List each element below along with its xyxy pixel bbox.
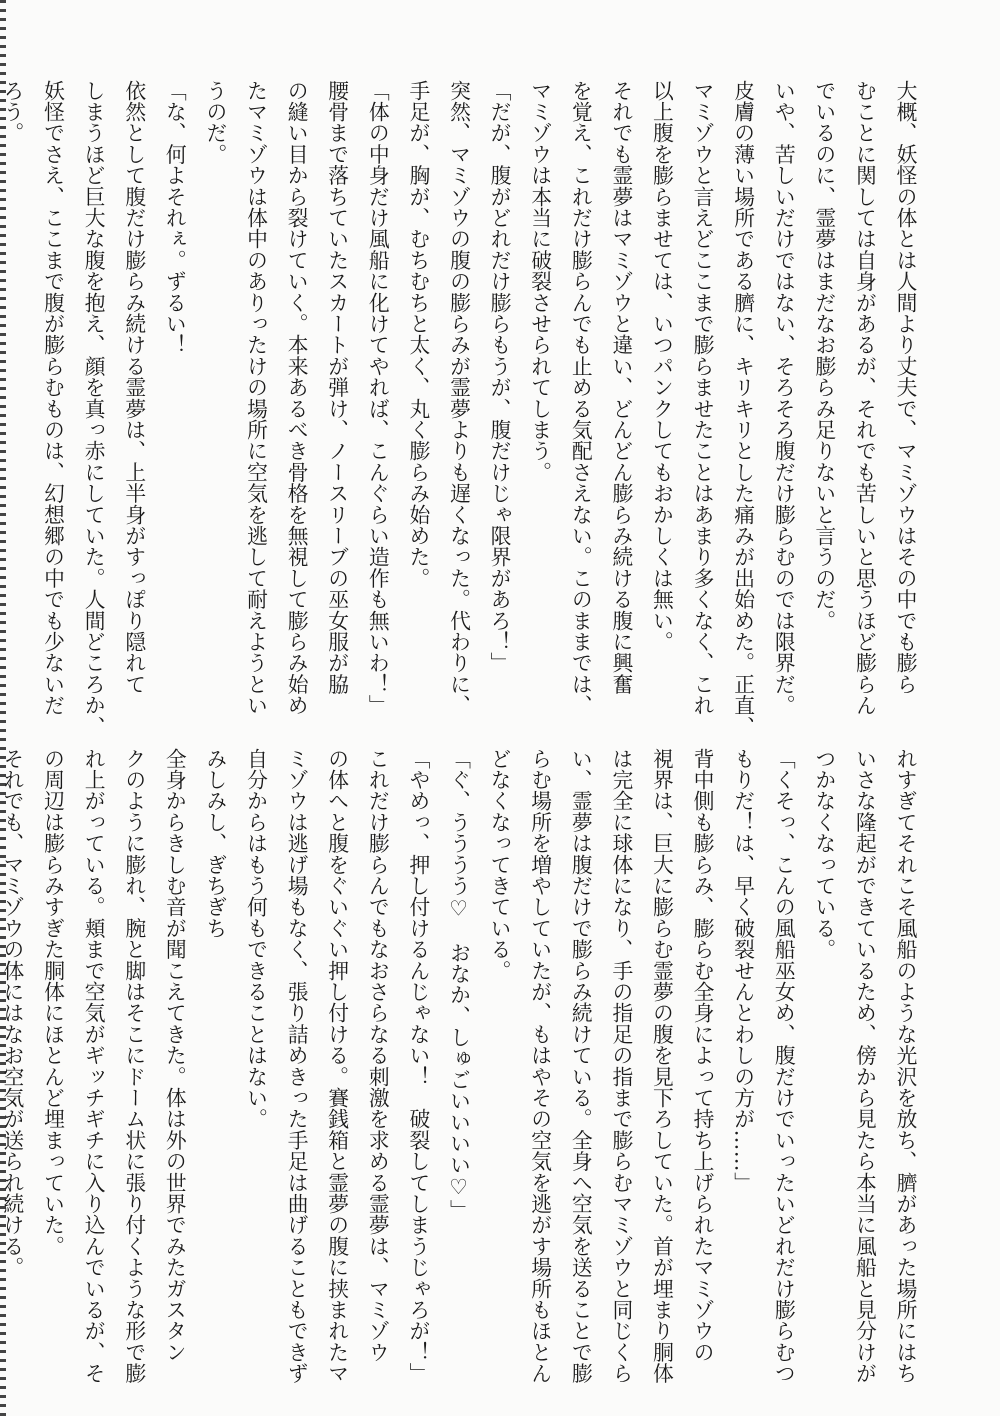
text-line: マミゾウは本当に破裂させられてしまう。 [527, 80, 552, 483]
text-line: これだけ膨らんでもなおさらなる刺激を求める霊夢は、マミゾウ [365, 748, 390, 1363]
text-line: の体へと腹をぐいぐい押し付ける。賽銭箱と霊夢の腹に挟まれたマ [324, 748, 349, 1384]
text-line: 「ぐ、うううう♡ おなか、しゅごいいいい♡」 [446, 748, 471, 1221]
text-line: ミゾウは逃げ場もなく、張り詰めきった手足は曲げることもできず [284, 748, 309, 1384]
text-line: れ上がっている。頬まで空気がギッチギチに入り込んでいるが、そ [81, 748, 106, 1384]
text-line: ろう。 [0, 80, 24, 144]
text-line: れすぎてそれこそ風船のような光沢を放ち、臍があった場所にはち [893, 748, 917, 1384]
text-line: 「な、何よそれぇ。ずるい！ [162, 80, 187, 356]
text-line: うのだ。 [202, 80, 227, 165]
text-line: らむ場所を増やしていたが、もはやその空気を逃がす場所もほとん [527, 748, 552, 1384]
text-line: それでも、マミゾウの体にはなお空気が送られ続ける。 [0, 748, 24, 1278]
text-line: もりだ！は、早く破裂せんとわしの方が……」 [730, 748, 755, 1194]
text-line: の縫い目から裂けていく。本来あるべき骨格を無視して膨らみ始め [284, 80, 309, 716]
text-line: 皮膚の薄い場所である臍に、キリキリとした痛みが出始めた。正直、 [730, 80, 755, 738]
text-line: マミゾウと言えどここまで膨らませたことはあまり多くなく、これ [690, 80, 715, 716]
text-line: 依然として腹だけ膨らみ続ける霊夢は、上半身がすっぽり隠れて [121, 80, 146, 695]
text-line: い、霊夢は腹だけで膨らみ続けている。全身へ空気を送ることで膨 [568, 748, 593, 1384]
text-line: 手足が、胸が、むちむちと太く、丸く膨らみ始めた。 [405, 80, 430, 589]
text-line: 大概、妖怪の体とは人間より丈夫で、マミゾウはその中でも膨ら [893, 80, 917, 695]
text-line: クのように膨れ、腕と脚はそこにドーム状に張り付くような形で膨 [121, 748, 146, 1384]
text-line: どなくなってきている。 [487, 748, 512, 982]
text-line: 「体の中身だけ風船に化けてやれば、こんぐらい造作も無いわ！」 [365, 80, 390, 716]
top-text-block [0, 80, 925, 738]
text-line: 以上腹を膨らませては、いつパンクしてもおかしくは無い。 [649, 80, 674, 653]
text-line: 突然、マミゾウの腹の膨らみが霊夢よりも遅くなった。代わりに、 [446, 80, 471, 716]
text-line: でいるのに、霊夢はまだなお膨らみ足りないと言うのだ。 [811, 80, 836, 632]
text-line: たマミゾウは体中のありったけの場所に空気を逃して耐えようとい [243, 80, 268, 716]
text-line: 自分からはもう何もできることはない。 [243, 748, 268, 1130]
text-line: いさな隆起ができているため、傍から見たら本当に風船と見分けが [852, 748, 877, 1384]
text-line: は完全に球体になり、手の指足の指まで膨らむマミゾウと同じくら [608, 748, 633, 1384]
text-line: の周辺は膨らみすぎた胴体にほとんど埋まっていた。 [40, 748, 65, 1257]
text-line: むことに関しては自身があるが、それでも苦しいと思うほど膨らん [852, 80, 877, 716]
text-line: つかなくなっている。 [811, 748, 836, 960]
text-line: 「だが、腹がどれだけ膨らもうが、腹だけじゃ限界があろ！」 [487, 80, 512, 674]
text-line: 背中側も膨らみ、膨らむ全身によって持ち上げられたマミゾウの [690, 748, 715, 1363]
text-line: いや、苦しいだけではない、そろそろ腹だけ膨らむのでは限界だ。 [771, 80, 796, 716]
text-line: それでも霊夢はマミゾウと違い、どんどん膨らみ続ける腹に興奮 [608, 80, 633, 695]
text-line: 視界は、巨大に膨らむ霊夢の腹を見下ろしていた。首が埋まり胴体 [649, 748, 674, 1384]
text-line: 妖怪でさえ、ここまで腹が膨らむものは、幻想郷の中でも少ないだ [40, 80, 65, 716]
text-line: を覚え、これだけ膨らんでも止める気配さえない。このままでは、 [568, 80, 593, 716]
text-line: 全身からきしむ音が聞こえてきた。体は外の世界でみたガスタン [162, 748, 187, 1363]
text-line: 腰骨まで落ちていたスカートが弾け、ノースリーブの巫女服が脇 [324, 80, 349, 695]
text-line: しまうほど巨大な腹を抱え、顔を真っ赤にしていた。人間どころか、 [81, 80, 106, 738]
text-line: みしみし、ぎちぎち [202, 748, 227, 939]
text-line: 「くそっ、こんの風船巫女め、腹だけでいったいどれだけ膨らむつ [771, 748, 796, 1384]
text-line: 「やめっ、押し付けるんじゃない！ 破裂してしまうじゃろが！」 [405, 748, 430, 1384]
bottom-text-block [0, 748, 925, 1384]
